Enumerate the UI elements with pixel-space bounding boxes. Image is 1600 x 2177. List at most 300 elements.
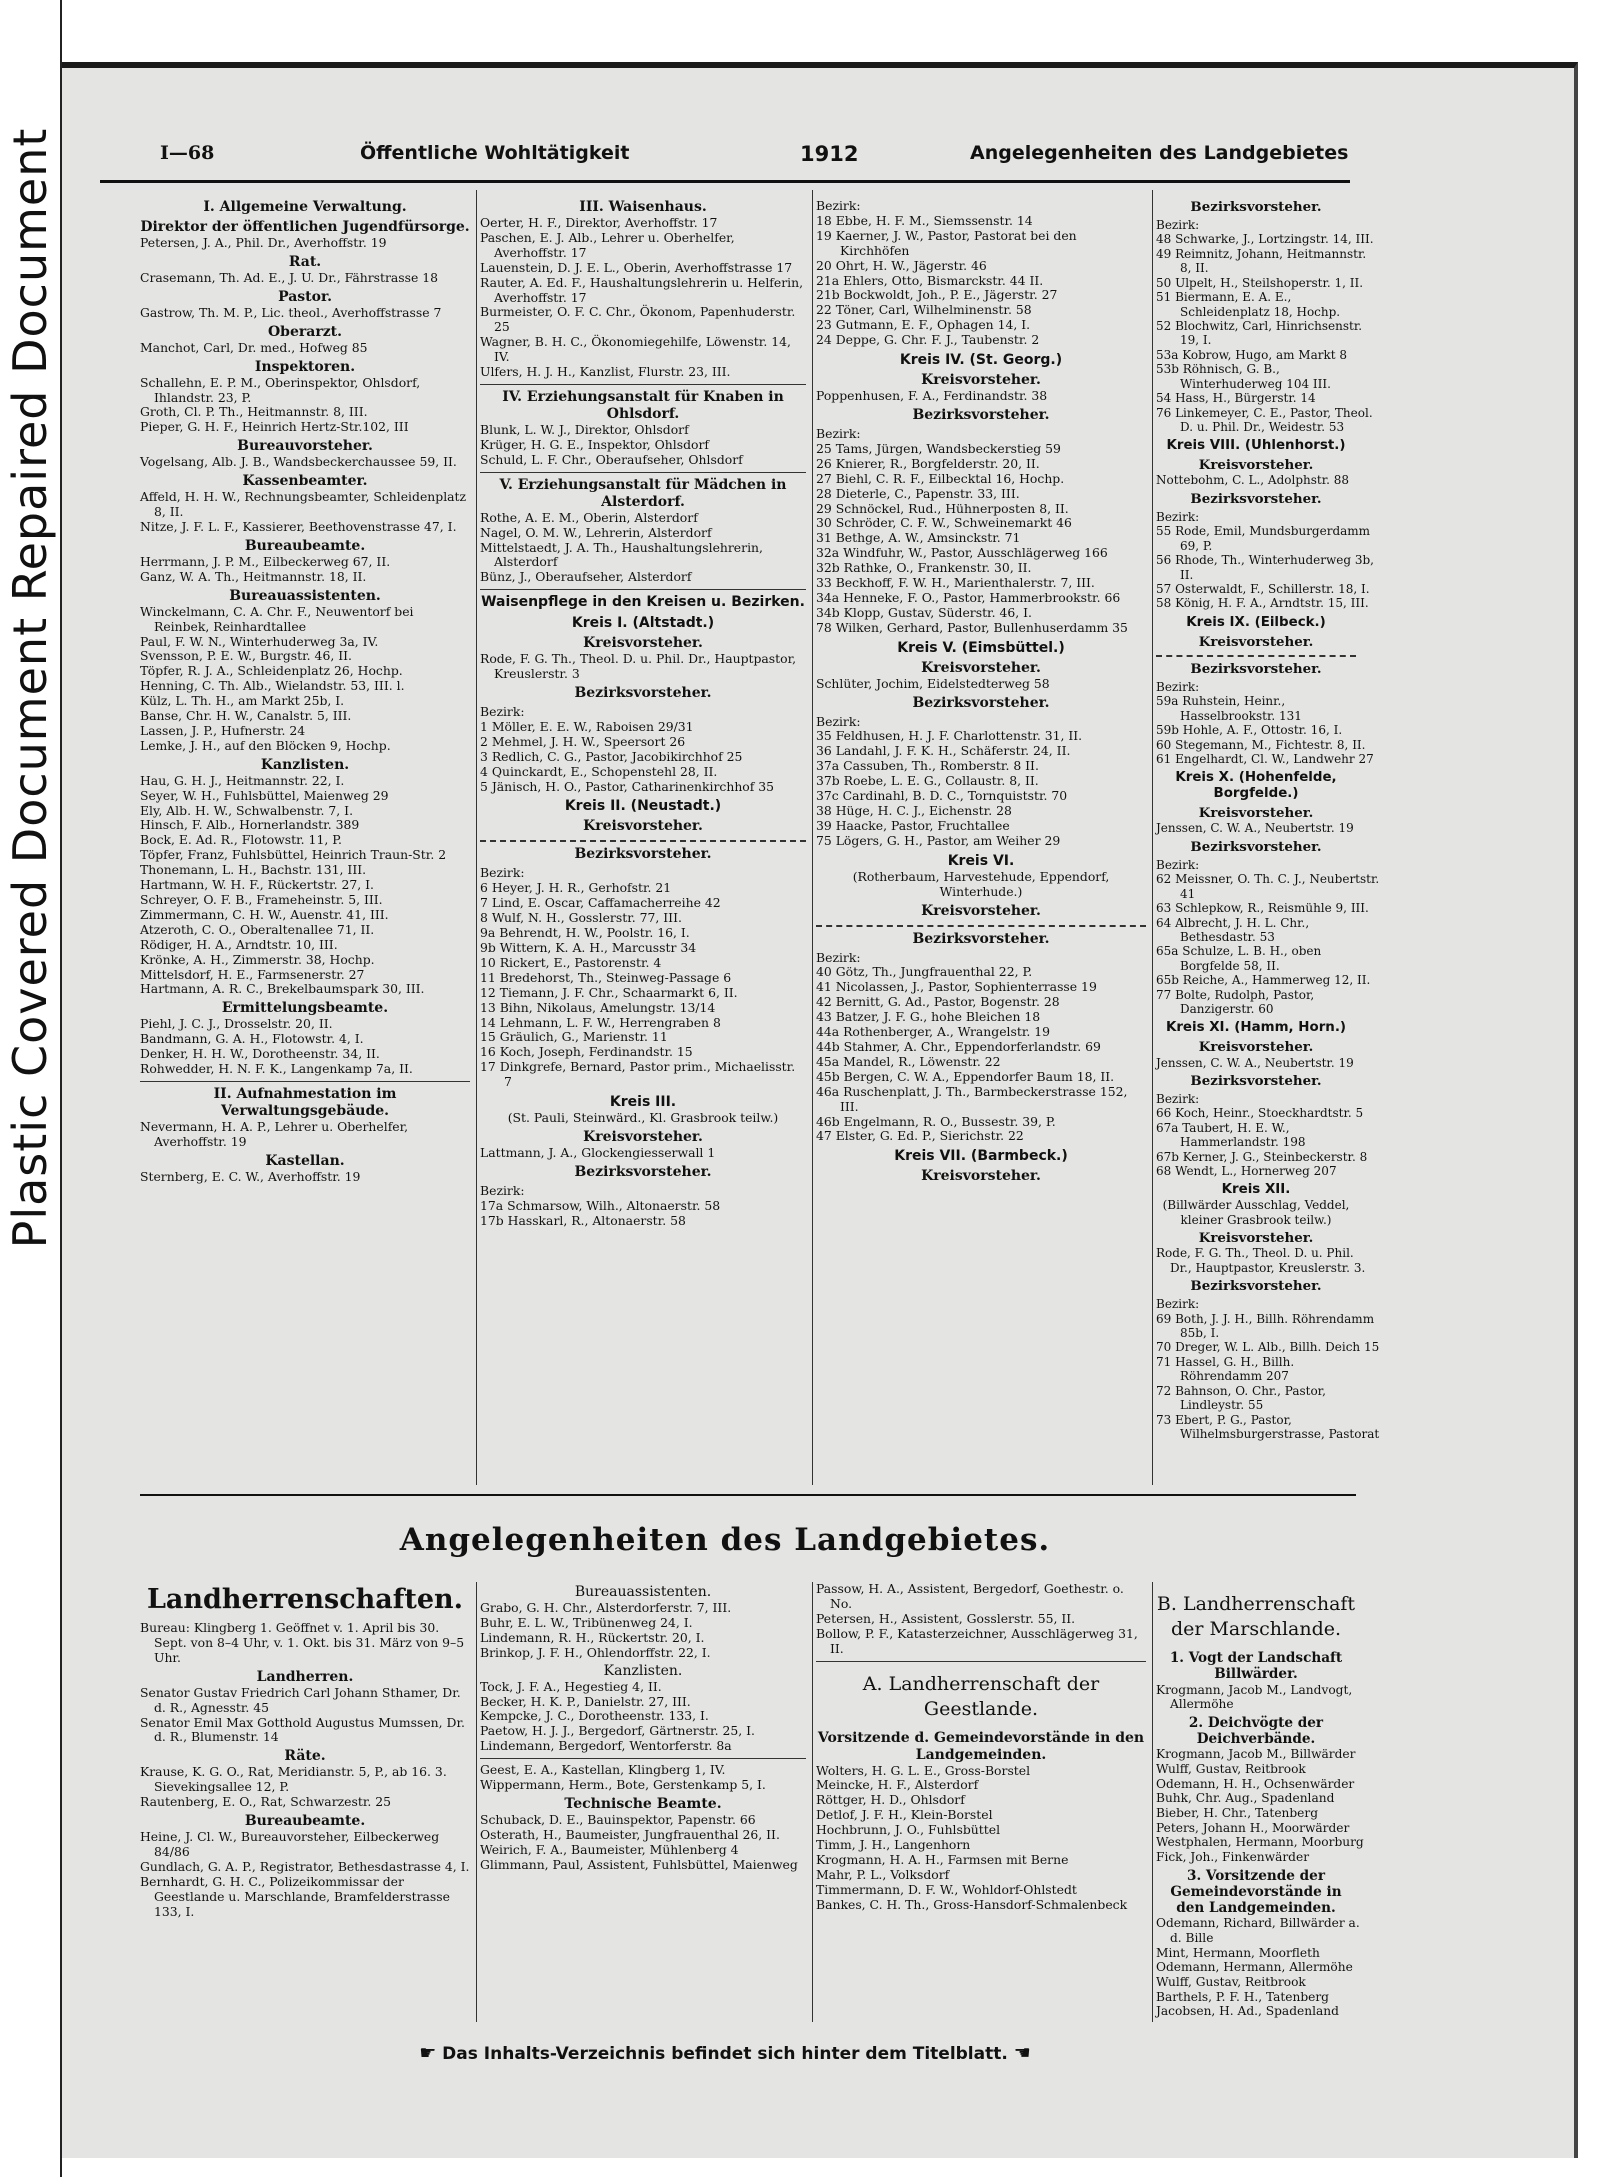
entry: Bollow, P. F., Katasterzeichner, Ausschlägerweg 31, II. (816, 1625, 1138, 1656)
district-entry: 12 Tiemann, J. F. Chr., Schaarmarkt 6, II. (480, 984, 738, 1000)
lower-column-3 (816, 1582, 1146, 2022)
bezirk-label: Bezirk: (1156, 679, 1200, 694)
entry: Senator Emil Max Gotthold Augustus Mumssen, Dr. d. R., Blumenstr. 14 (140, 1714, 465, 1745)
district-entry: 26 Knierer, R., Borgfelderstr. 20, II. (816, 455, 1040, 471)
entry: Schuld, L. F. Chr., Oberaufseher, Ohlsdorf (480, 451, 743, 467)
district-entry: 62 Meissner, O. Th. C. J., Neubertstr. 41 (1156, 872, 1380, 901)
entry: Wulff, Gustav, Reitbrook (1156, 1975, 1306, 1990)
section-heading: Bureauvorsteher. (237, 438, 373, 455)
district-entry: 37a Cassuben, Th., Romberstr. 8 II. (816, 758, 1039, 774)
divider-rule (480, 1758, 806, 1759)
bezirk-label: Bezirk: (480, 1182, 525, 1198)
district-entry: 44b Stahmer, A. Chr., Eppendorferlandstr. 69 (816, 1038, 1101, 1054)
district-entry: 33 Beckhoff, F. W. H., Marienthalerstr. 7, III. (816, 575, 1095, 591)
section-heading: Kreisvorsteher. (921, 372, 1041, 389)
column-1 (140, 196, 470, 1486)
district-entry: 9a Behrendt, H. W., Poolstr. 16, I. (480, 925, 690, 941)
entry: Piehl, J. C. J., Drosselstr. 20, II. (140, 1016, 333, 1032)
entry: Mahr, P. L., Volksdorf (816, 1866, 950, 1882)
entry: Grabo, G. H. Chr., Alsterdorferstr. 7, III. (480, 1600, 732, 1615)
section-heading: Kreis VIII. (Uhlenhorst.) (1166, 438, 1346, 454)
entry: Detlof, J. F. H., Klein-Borstel (816, 1807, 993, 1823)
lower-column-1 (140, 1582, 470, 2022)
entry: Henning, C. Th. Alb., Wielandstr. 53, III. l. (140, 678, 405, 694)
entry: Winckelmann, C. A. Chr. F., Neuwentorf bei Reinbek, Reinhardtallee (140, 603, 414, 634)
entry: Herrmann, J. P. M., Eilbeckerweg 67, II. (140, 553, 391, 569)
section-heading: Bezirksvorsteher. (912, 694, 1050, 711)
district-entry: 69 Both, J. J. H., Billh. Röhrendamm 85b, I. (1156, 1311, 1375, 1341)
entry: Jacobsen, H. Ad., Spadenland (1156, 2004, 1339, 2019)
section-heading: Bezirksvorsteher. (1190, 1278, 1322, 1295)
entry: Rothe, A. E. M., Oberin, Alsterdorf (480, 509, 698, 525)
district-entry: 43 Batzer, J. F. G., hohe Bleichen 18 (816, 1009, 1041, 1025)
section-heading: Bezirksvorsteher. (574, 1163, 712, 1180)
lower-section-title: Angelegenheiten des Landgebietes. (399, 1522, 1051, 1558)
section-heading: Kanzlisten. (260, 756, 350, 773)
section-heading: Kreis X. (Hohenfelde, Borgfelde.) (1175, 770, 1337, 802)
district-entry: 31 Bethge, A. W., Amsinckstr. 71 (816, 530, 1021, 546)
entry: Lindemann, Bergedorf, Wentorferstr. 8a (480, 1738, 732, 1754)
district-entry: 71 Hassel, G. H., Billh. Röhrendamm 207 (1156, 1354, 1295, 1384)
district-entry: 58 König, H. F. A., Arndtstr. 15, III. (1156, 596, 1369, 611)
section-heading: Kreisvorsteher. (1198, 805, 1314, 822)
entry: Brinkop, J. F. H., Ohlendorffstr. 22, I. (480, 1644, 711, 1660)
district-entry: 27 Biehl, C. R. F., Eilbecktal 16, Hochp. (816, 470, 1065, 486)
bezirk-label: Bezirk: (1156, 509, 1200, 524)
section-title: Öffentliche Wohltätigkeit (360, 142, 630, 164)
district-entry: 22 Töner, Carl, Wilhelminenstr. 58 (816, 302, 1032, 318)
district-entry: 53b Röhnisch, G. B., Winterhuderweg 104 III. (1156, 362, 1331, 391)
district-entry: 78 Wilken, Gerhard, Pastor, Bullenhuserdamm 35 (816, 619, 1128, 635)
entry: Paetow, H. J. J., Bergedorf, Gärtnerstr. 25, I. (480, 1723, 755, 1739)
district-note: (St. Pauli, Steinwärd., Kl. Grasbrook teilw.) (507, 1110, 779, 1126)
district-entry: 45b Bergen, C. W. A., Eppendorfer Baum 18, II. (816, 1068, 1115, 1084)
section-heading: Kreis IV. (St. Georg.) (899, 352, 1063, 369)
entry: Groth, Cl. P. Th., Heitmannstr. 8, III. (140, 404, 368, 420)
column-divider (1152, 1582, 1153, 2022)
entry: Töpfer, R. J. A., Schleidenplatz 26, Hochp. (140, 663, 403, 679)
district-entry: 68 Wendt, L., Hornerweg 207 (1156, 1164, 1337, 1179)
section-heading: Bezirksvorsteher. (1190, 490, 1322, 507)
entry: Heine, J. Cl. W., Bureauvorsteher, Eilbeckerweg 84/86 (140, 1829, 440, 1859)
section-heading: Kreis VI. (947, 852, 1015, 869)
entry: Bandmann, G. A. H., Flotowstr. 4, I. (140, 1031, 364, 1047)
entry: Svensson, P. E. W., Burgstr. 46, II. (140, 648, 352, 664)
entry: Manchot, Carl, Dr. med., Hofweg 85 (140, 339, 368, 355)
entry: Rohwedder, H. N. F. K., Langenkamp 7a, II. (140, 1061, 413, 1077)
entry: Mittelsdorf, H. E., Farmsenerstr. 27 (140, 966, 365, 982)
entry: Bieber, H. Chr., Tatenberg (1156, 1806, 1319, 1820)
entry: Zimmermann, C. H. W., Auenstr. 41, III. (140, 906, 389, 922)
section-heading: Bureauassistenten. (229, 587, 381, 604)
entry: Wagner, B. H. C., Ökonomiegehilfe, Löwenstr. 14, IV. (480, 334, 791, 365)
district-entry: 37b Roebe, L. E. G., Collaustr. 8, II. (816, 773, 1039, 789)
column-3 (816, 196, 1146, 1486)
district-entry: 49 Reimnitz, Johann, Heitmannstr. 8, II. (1156, 246, 1367, 276)
entry: Timm, J. H., Langenhorn (816, 1837, 971, 1853)
section-heading: Kassenbeamter. (242, 473, 368, 490)
entry: Wolters, H. G. L. E., Gross-Borstel (816, 1762, 1031, 1778)
district-entry: 37c Cardinahl, B. D. C., Tornquiststr. 70 (816, 788, 1068, 804)
district-entry: 11 Bredehorst, Th., Steinweg-Passage 6 (480, 969, 732, 985)
district-entry: 55 Rode, Emil, Mundsburgerdamm 69, P. (1156, 524, 1371, 553)
entry: Jenssen, C. W. A., Neubertstr. 19 (1156, 821, 1354, 836)
entry: Bünz, J., Oberaufseher, Alsterdorf (480, 569, 692, 585)
district-entry: 13 Bihn, Nikolaus, Amelungstr. 13/14 (480, 999, 716, 1015)
entry: Ganz, W. A. Th., Heitmannstr. 18, II. (140, 568, 367, 584)
entry: Rode, F. G. Th., Theol. D. u. Phil. Dr., Hauptpastor, Kreuslerstr. 3 (480, 651, 797, 682)
entry: Affeld, H. H. W., Rechnungsbeamter, Schleidenplatz 8, II. (140, 489, 467, 520)
district-entry: 2 Mehmel, J. H. W., Speersort 26 (480, 733, 686, 749)
section-heading: Kreisvorsteher. (921, 902, 1041, 919)
section-heading: Räte. (284, 1748, 326, 1765)
entry: Hochbrunn, J. O., Fuhlsbüttel (816, 1822, 1001, 1838)
section-heading: Bureauassistenten. (574, 1584, 712, 1600)
district-entry: 41 Nicolassen, J., Pastor, Sophienterrasse 19 (816, 979, 1097, 995)
district-entry: 52 Blochwitz, Carl, Hinrichsenstr. 19, I. (1156, 318, 1363, 348)
bezirk-label: Bezirk: (1156, 857, 1200, 872)
entry: Blunk, L. W. J., Direktor, Ohlsdorf (480, 421, 689, 437)
section-heading: Kreis I. (Altstadt.) (571, 615, 715, 632)
district-entry: 25 Tams, Jürgen, Wandsbeckerstieg 59 (816, 440, 1061, 456)
entry: Külz, L. Th. H., am Markt 25b, I. (140, 693, 345, 709)
entry: Geest, E. A., Kastellan, Klingberg 1, IV. (480, 1762, 726, 1778)
district-entry: 10 Rickert, E., Pastorenstr. 4 (480, 954, 662, 970)
district-entry: 46a Ruschenplatt, J. Th., Barmbeckerstrasse 152, III. (816, 1083, 1128, 1114)
entry: Ulfers, H. J. H., Kanzlist, Flurstr. 23, III. (480, 364, 731, 380)
section-divider (140, 1494, 1356, 1496)
district-entry: 23 Gutmann, E. F., Ophagen 14, I. (816, 317, 1031, 333)
district-entry: 65b Reiche, A., Hammerweg 12, II. (1156, 973, 1371, 988)
entry: Nevermann, H. A. P., Lehrer u. Oberhelfer, Averhoffstr. 19 (140, 1118, 409, 1149)
bezirk-label: Bezirk: (480, 865, 525, 881)
left-label-strip (0, 0, 62, 2177)
entry: Crasemann, Th. Ad. E., J. U. Dr., Fährstrasse 18 (140, 269, 439, 285)
section-heading: Bureaubeamte. (244, 1813, 366, 1830)
district-note: (Billwärder Ausschlag, Veddel, kleiner Grasbrook teilw.) (1162, 1198, 1350, 1227)
district-entry: 21b Bockwoldt, Joh., P. E., Jägerstr. 27 (816, 287, 1058, 303)
entry: Hinsch, F. Alb., Hornerlandstr. 389 (140, 817, 360, 833)
entry: Glimmann, Paul, Assistent, Fuhlsbüttel, Maienweg (480, 1856, 798, 1872)
district-entry: 15 Gräulich, G., Marienstr. 11 (480, 1029, 668, 1045)
district-entry: 36 Landahl, J. F. K. H., Schäferstr. 24, II. (816, 743, 1071, 759)
section-heading: Bezirksvorsteher. (1190, 199, 1322, 215)
lower-column-2 (480, 1582, 806, 2022)
section-heading: Kreis IX. (Eilbeck.) (1186, 614, 1326, 630)
district-entry: 67a Taubert, H. E. W., Hammerlandstr. 198 (1156, 1120, 1306, 1150)
district-entry: 60 Stegemann, M., Fichtestr. 8, II. (1156, 737, 1366, 752)
district-entry: 66 Koch, Heinr., Stoeckhardtstr. 5 (1156, 1106, 1364, 1121)
entry: Odemann, Hermann, Allermöhe (1156, 1960, 1353, 1975)
entry: Senator Gustav Friedrich Carl Johann Sthamer, Dr. d. R., Agnesstr. 45 (140, 1684, 461, 1715)
district-entry: 3 Redlich, C. G., Pastor, Jacobikirchhof 25 (480, 748, 743, 764)
district-entry: 19 Kaerner, J. W., Pastor, Pastorat bei den Kirchhöfen (816, 227, 1077, 258)
column-divider (476, 1582, 477, 2022)
lower-column-4 (1156, 1582, 1364, 2022)
entry: Kempcke, J. C., Dorotheenstr. 133, I. (480, 1708, 709, 1724)
district-entry: 28 Dieterle, C., Papenstr. 33, III. (816, 485, 1020, 501)
district-entry: 39 Haacke, Pastor, Fruchtallee (816, 817, 1010, 833)
section-heading: Kreis III. (609, 1094, 677, 1111)
entry: Jenssen, C. W. A., Neubertstr. 19 (1156, 1055, 1354, 1070)
district-entry: 51 Biermann, E. A. E., Schleidenplatz 18, Hochp. (1156, 290, 1341, 319)
district-entry: 7 Lind, E. Oscar, Caffamacherreihe 42 (480, 895, 721, 911)
bezirk-label: Bezirk: (816, 713, 861, 729)
district-entry: 30 Schröder, C. F. W., Schweinemarkt 46 (816, 515, 1072, 531)
section-heading: II. Aufnahmestation im Verwaltungsgebäude. (213, 1085, 397, 1119)
pointing-hand-left-icon: ☚ (1013, 2042, 1031, 2064)
district-note: (Rotherbaum, Harvestehude, Eppendorf, Winterhude.) (852, 868, 1110, 899)
entry: Thonemann, L. H., Bachstr. 131, III. (140, 862, 367, 878)
section-heading: Bezirksvorsteher. (912, 930, 1050, 947)
entry: Töpfer, Franz, Fuhlsbüttel, Heinrich Traun-Str. 2 (140, 847, 447, 863)
district-entry: 5 Jänisch, H. O., Pastor, Catharinenkirchhof 35 (480, 778, 775, 794)
district-entry: 72 Bahnson, O. Chr., Pastor, Lindleystr. 55 (1156, 1383, 1326, 1413)
entry: Burmeister, O. F. C. Chr., Ökonom, Papenhuderstr. 25 (480, 304, 796, 335)
entry: Krause, K. G. O., Rat, Meridianstr. 5, P., ab 16. 3. Sievekingsallee 12, P. (140, 1764, 447, 1795)
district-entry: 38 Hüge, H. C. J., Eichenstr. 28 (816, 803, 1012, 818)
district-entry: 67b Kerner, J. G., Steinbeckerstr. 8 (1156, 1149, 1368, 1164)
page-header (100, 138, 1350, 183)
divider-rule (140, 1081, 470, 1082)
bezirk-label: Bezirk: (480, 704, 525, 720)
lower-heading: A. Landherrenschaft der Geestlande. (862, 1672, 1100, 1720)
bezirk-label: Bezirk: (816, 425, 861, 441)
section-heading: Kreisvorsteher. (1198, 457, 1314, 474)
entry: Nitze, J. F. L. F., Kassierer, Beethovenstrasse 47, I. (140, 518, 457, 534)
section-heading: Inspektoren. (254, 358, 356, 375)
district-entry: 8 Wulf, N. H., Gosslerstr. 77, III. (480, 910, 682, 926)
district-entry: 16 Koch, Joseph, Ferdinandstr. 15 (480, 1044, 693, 1060)
entry: Rautenberg, E. O., Rat, Schwarzestr. 25 (140, 1794, 392, 1810)
section-heading: Bureaubeamte. (244, 537, 366, 554)
district-entry: 56 Rhode, Th., Winterhuderweg 3b, II. (1156, 553, 1374, 582)
entry: Banse, Chr. H. W., Canalstr. 5, III. (140, 708, 352, 724)
district-entry: 64 Albrecht, J. H. L. Chr., Bethesdastr. 53 (1156, 915, 1310, 944)
column-divider (812, 190, 813, 1485)
entry: Krogmann, Jacob M., Landvogt, Allermöhe (1156, 1682, 1353, 1712)
entry: Weirich, F. A., Baumeister, Mühlenberg 4 (480, 1841, 739, 1857)
footer-note (100, 2042, 1350, 2064)
section-heading: Rat. (288, 253, 322, 270)
entry: Gundlach, G. A. P., Registrator, Bethesdastrasse 4, I. (140, 1858, 470, 1874)
bezirk-label: Bezirk: (1156, 1297, 1200, 1312)
entry: Lindemann, R. H., Rückertstr. 20, I. (480, 1629, 705, 1645)
divider-rule (480, 589, 806, 590)
entry: Paul, F. W. N., Winterhuderweg 3a, IV. (140, 633, 379, 649)
section-heading: Bezirksvorsteher. (1190, 660, 1322, 677)
section-heading: Ermittelungsbeamte. (221, 1000, 389, 1017)
entry: Buhr, E. L. W., Tribünenweg 24, I. (480, 1614, 693, 1630)
bezirk-label: Bezirk: (1156, 1091, 1200, 1106)
entry: Petersen, H., Assistent, Gosslerstr. 55, II. (816, 1610, 1076, 1626)
entry: Mint, Hermann, Moorfleth (1156, 1945, 1320, 1960)
entry: Lauenstein, D. J. E. L., Oberin, Averhoffstrasse 17 (480, 259, 793, 275)
entry: Ely, Alb. H. W., Schwalbenstr. 7, I. (140, 802, 354, 818)
entry: Schuback, D. E., Bauinspektor, Papenstr. 66 (480, 1811, 756, 1827)
district-entry: 50 Ulpelt, H., Steilshoperstr. 1, II. (1156, 275, 1364, 290)
entry: Paschen, E. J. Alb., Lehrer u. Oberhelfer, Averhoffstr. 17 (480, 229, 735, 260)
district-entry: 63 Schlepkow, R., Reismühle 9, III. (1156, 901, 1369, 916)
district-entry: 35 Feldhusen, H. J. F. Charlottenstr. 31, II. (816, 728, 1083, 744)
district-entry: 53a Kobrow, Hugo, am Markt 8 (1156, 347, 1348, 362)
district-entry: 44a Rothenberger, A., Wrangelstr. 19 (816, 1024, 1051, 1040)
district-entry: 45a Mandel, R., Löwenstr. 22 (816, 1053, 1001, 1069)
district-entry: 18 Ebbe, H. F. M., Siemssenstr. 14 (816, 212, 1033, 228)
lower-heading: Landherrenschaften. (146, 1584, 464, 1615)
section-heading: Kastellan. (265, 1152, 345, 1169)
district-entry: 34b Klopp, Gustav, Süderstr. 46, I. (816, 604, 1032, 620)
entry: Fick, Joh., Finkenwärder (1156, 1849, 1310, 1864)
section-heading: Kreis V. (Eimsbüttel.) (897, 639, 1065, 656)
pointing-hand-right-icon: ☛ (419, 2042, 437, 2064)
entry: Rode, F. G. Th., Theol. D. u. Phil. Dr., Hauptpastor, Kreuslerstr. 3. (1156, 1246, 1366, 1275)
district-entry: 77 Bolte, Rudolph, Pastor, Danzigerstr. 60 (1156, 987, 1315, 1017)
district-entry: 34a Henneke, F. O., Pastor, Hammerbrookstr. 66 (816, 589, 1121, 605)
entry: Gastrow, Th. M. P., Lic. theol., Averhoffstrasse 7 (140, 304, 442, 320)
entry: Bernhardt, G. H. C., Polizeikommissar der Geestlande u. Marschlande, Bramfelderstrasse 133, I. (140, 1873, 450, 1919)
section-heading: Technische Beamte. (564, 1795, 722, 1812)
district-entry: 70 Dreger, W. L. Alb., Billh. Deich 15 (1156, 1340, 1380, 1355)
lower-heading: B. Landherrenschaft der Marschlande. (1156, 1593, 1356, 1640)
district-entry: 59b Hohle, A. F., Ottostr. 16, I. (1156, 723, 1343, 738)
entry: Krüger, H. G. E., Inspektor, Ohlsdorf (480, 436, 709, 452)
vacancy-dash (816, 925, 1146, 927)
bezirk-label: Bezirk: (1156, 218, 1200, 233)
entry: Rauter, A. Ed. F., Haushaltungslehrerin u. Helferin, Averhoffstr. 17 (480, 274, 804, 305)
bezirk-label: Bezirk: (816, 198, 861, 213)
section-heading: Bezirksvorsteher. (1190, 838, 1322, 855)
district-entry: 48 Schwarke, J., Lortzingstr. 14, III. (1156, 232, 1374, 247)
section-heading: Bezirksvorsteher. (574, 685, 712, 702)
district-entry: 14 Lehmann, L. F. W., Herrengraben 8 (480, 1014, 721, 1030)
vacancy-dash (480, 840, 806, 842)
entry: Nottebohm, C. L., Adolphstr. 88 (1156, 473, 1350, 488)
district-entry: 21a Ehlers, Otto, Bismarckstr. 44 II. (816, 272, 1044, 288)
footer-text: Das Inhalts-Verzeichnis befindet sich hinter dem Titelblatt. (442, 2044, 1008, 2064)
district-entry: 40 Götz, Th., Jungfrauenthal 22, P. (816, 964, 1033, 980)
column-2 (480, 196, 806, 1486)
district-entry: 65a Schulze, L. B. H., oben Borgfelde 58, II. (1156, 944, 1322, 973)
section-heading: Pastor. (278, 288, 332, 305)
section-heading: Direktor der öffentlichen Jugendfürsorge. (140, 219, 470, 235)
entry: Barthels, P. F. H., Tatenberg (1156, 1989, 1329, 2004)
section-heading: Kreis VII. (Barmbeck.) (894, 1148, 1068, 1165)
section-heading: Bezirksvorsteher. (1190, 1072, 1322, 1089)
entry: Denker, H. H. W., Dorotheenstr. 34, II. (140, 1046, 380, 1062)
district-entry: 29 Schnöckel, Rud., Hühnerposten 8, II. (816, 500, 1069, 516)
entry: Schlüter, Jochim, Eidelstedterweg 58 (816, 675, 1050, 691)
entry: Schallehn, E. P. M., Oberinspektor, Ohlsdorf, Ihlandstr. 23, P. (140, 374, 421, 405)
strip-label: Plastic Covered Document Repaired Document (3, 127, 57, 1249)
section-heading: 3. Vorsitzende der Gemeindevorstände in den Landgemeinden. (1170, 1867, 1342, 1917)
district-entry: 76 Linkemeyer, C. E., Pastor, Theol. D. u. Phil. Dr., Weidestr. 53 (1156, 405, 1373, 434)
entry: Odemann, Richard, Billwärder a. d. Bille (1156, 1916, 1360, 1946)
district-entry: 20 Ohrt, H. W., Jägerstr. 46 (816, 257, 987, 273)
entry: Odemann, H. H., Ochsenwärder (1156, 1776, 1355, 1791)
entry: Timmermann, D. F. W., Wohldorf-Ohlstedt (816, 1881, 1077, 1897)
entry: Röttger, H. D., Ohlsdorf (816, 1792, 965, 1808)
entry: Wulff, Gustav, Reitbrook (1156, 1762, 1306, 1777)
section-heading: IV. Erziehungsanstalt für Knaben in Ohlsdorf. (502, 388, 784, 422)
divider-rule (480, 384, 806, 385)
entry: Peters, Johann H., Moorwärder (1156, 1820, 1350, 1835)
section-heading: Kreisvorsteher. (921, 659, 1041, 676)
entry: Becker, H. K. P., Danielstr. 27, III. (480, 1693, 691, 1709)
district-entry: 32b Rathke, O., Frankenstr. 30, II. (816, 560, 1032, 576)
district-entry: 17 Dinkgrefe, Bernard, Pastor prim., Michaelisstr. 7 (480, 1059, 796, 1090)
section-heading: Bezirksvorsteher. (574, 846, 712, 863)
district-entry: 47 Elster, G. Ed. P., Sierichstr. 22 (816, 1128, 1024, 1144)
bezirk-label: Bezirk: (816, 949, 861, 965)
section-heading: 2. Deichvögte der Deichverbände. (1188, 1714, 1324, 1748)
district-entry: 6 Heyer, J. H. R., Gerhofstr. 21 (480, 880, 672, 896)
entry: Nagel, O. M. W., Lehrerin, Alsterdorf (480, 524, 712, 540)
section-heading: Kreisvorsteher. (583, 1128, 703, 1145)
entry: Passow, H. A., Assistent, Bergedorf, Goethestr. o. No. (816, 1581, 1124, 1611)
entry: Hau, G. H. J., Heitmannstr. 22, I. (140, 772, 345, 788)
entry: Atzeroth, C. O., Oberaltenallee 71, II. (140, 921, 375, 937)
entry: Lassen, J. P., Hufnerstr. 24 (140, 722, 306, 738)
entry: Pieper, G. H. F., Heinrich Hertz-Str.102, III (140, 419, 409, 435)
column-divider (1152, 190, 1153, 1485)
entry: Krönke, A. H., Zimmerstr. 38, Hochp. (140, 951, 375, 967)
entry: Mittelstaedt, J. A. Th., Haushaltungslehrerin, Alsterdorf (480, 539, 763, 570)
section-heading: 1. Vogt der Landschaft Billwärder. (1169, 1650, 1343, 1683)
section-heading: III. Waisenhaus. (579, 199, 707, 215)
entry: Bankes, C. H. Th., Gross-Hansdorf-Schmalenbeck (816, 1896, 1128, 1912)
district-entry: 24 Deppe, G. Chr. F. J., Taubenstr. 2 (816, 332, 1040, 348)
district-entry: 73 Ebert, P. G., Pastor, Wilhelmsburgerstrasse, Pastorat (1156, 1412, 1380, 1441)
section-heading: Vorsitzende d. Gemeindevorstände in den Landgemeinden. (817, 1729, 1145, 1763)
entry: Schreyer, O. F. B., Frameheinstr. 5, III. (140, 892, 383, 907)
section-heading: Landherren. (256, 1668, 354, 1685)
district-entry: 75 Lögers, G. H., Pastor, am Weiher 29 (816, 832, 1061, 848)
section-heading: Kreis II. (Neustadt.) (564, 798, 722, 815)
entry: Meincke, H. F., Alsterdorf (816, 1777, 979, 1793)
entry: Buhk, Chr. Aug., Spadenland (1156, 1791, 1335, 1806)
entry: Oerter, H. F., Direktor, Averhoffstr. 17 (480, 215, 718, 230)
entry: Petersen, J. A., Phil. Dr., Averhoffstr. 19 (140, 235, 387, 250)
entry: Vogelsang, Alb. J. B., Wandsbeckerchaussee 59, II. (140, 454, 457, 470)
district-entry: 46b Engelmann, R. O., Bussestr. 39, P. (816, 1113, 1056, 1129)
entry: Lattmann, J. A., Glockengiesserwall 1 (480, 1144, 716, 1160)
section-heading: Kreisvorsteher. (583, 818, 703, 835)
district-entry: 42 Bernitt, G. Ad., Pastor, Bogenstr. 28 (816, 994, 1060, 1010)
entry: Poppenhusen, F. A., Ferdinandstr. 38 (816, 388, 1048, 404)
entry: Sternberg, E. C. W., Averhoffstr. 19 (140, 1168, 361, 1184)
column-4 (1156, 196, 1380, 1486)
section-heading: Kreis XII. (1221, 1182, 1291, 1198)
entry: Hartmann, W. H. F., Rückertstr. 27, I. (140, 877, 374, 893)
column-divider (476, 190, 477, 1485)
section-heading: Bezirksvorsteher. (912, 406, 1050, 423)
entry: Rödiger, H. A., Arndtstr. 10, III. (140, 936, 338, 952)
section-heading: Kreisvorsteher. (1198, 1039, 1314, 1056)
section-heading: I. Allgemeine Verwaltung. (203, 199, 407, 215)
divider-rule (816, 1661, 1146, 1662)
entry: Bureau: Klingberg 1. Geöffnet v. 1. April bis 30. Sept. von 8–4 Uhr, v. 1. Okt. bis 31. März von 9–5 Uhr. (140, 1620, 465, 1665)
section-heading: Kreis XI. (Hamm, Horn.) (1165, 1020, 1347, 1036)
district-entry: 61 Engelhardt, Cl. W., Landwehr 27 (1156, 751, 1374, 766)
topic-title: Angelegenheiten des Landgebietes (970, 142, 1349, 164)
divider-rule (480, 472, 806, 473)
entry: Seyer, W. H., Fuhlsbüttel, Maienweg 29 (140, 787, 389, 803)
section-heading: Waisenpflege in den Kreisen u. Bezirken. (481, 594, 805, 611)
entry: Osterath, H., Baumeister, Jungfrauenthal 26, II. (480, 1826, 780, 1842)
section-heading: Kreisvorsteher. (1198, 633, 1314, 650)
entry: Krogmann, Jacob M., Billwärder (1156, 1747, 1356, 1762)
